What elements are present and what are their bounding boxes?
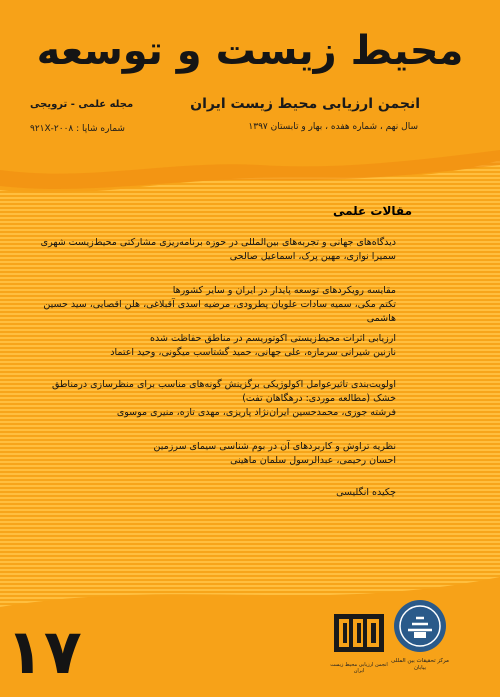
university-seal-caption: مرکز تحقیقات بین المللی بیابان	[390, 658, 450, 671]
english-abstract-label: چکیده انگلیسی	[336, 487, 396, 498]
article-title: مقایسه رویکردهای توسعه پایدار در ایران و سایر کشورها	[172, 285, 396, 296]
article-title: دیدگاه‌های جهانی و تجربه‌های بین‌المللی در حوزه برنامه‌ریزی مشارکتی محیط‌زیست شهری	[40, 237, 396, 248]
association-logo-icon	[332, 606, 386, 660]
journal-title: محیط زیست و توسعه	[36, 28, 464, 74]
article-authors: سمیرا نوازی، مهین پرک، اسماعیل صالحی	[229, 251, 396, 262]
issue-info: سال نهم ، شماره هفده ، بهار و تابستان ۱۳۹۷	[248, 122, 418, 132]
association-logo-caption: انجمن ارزیابی محیط زیست ایران	[330, 662, 388, 674]
article-authors: نازنین شیرانی سرمازه، علی جهانی، حمید گشتاسب میگونی، وحید اعتماد	[110, 347, 396, 358]
article-2	[36, 284, 396, 326]
article-4	[36, 378, 396, 420]
section-heading: مقالات علمی	[332, 204, 412, 218]
article-title: اولویت‌بندی تاثیرعوامل اکولوژیکی برگزینش گونه‌های مناسب برای منظرسازی درمناطق خشک (مطالعه موردی: درهگاهان تفت)	[51, 379, 396, 404]
publisher-name: انجمن ارزیابی محیط زیست ایران	[190, 96, 420, 112]
journal-type: مجله علمی - ترویجی	[30, 99, 134, 110]
issn: شماره شاپا : ۲۰۰۸-۹۲۱X	[30, 124, 125, 134]
university-seal-icon	[392, 598, 448, 654]
article-5	[36, 440, 396, 468]
issue-number: ۱۷	[6, 615, 82, 688]
article-title: نظریه تراوش و کاربردهای آن در بوم شناسی سیمای سرزمین	[153, 441, 396, 452]
article-1	[36, 236, 396, 264]
article-authors: فرشته جوزی، محمدحسین ایران‌نژاد پاریزی، مهدی تازه، منیری موسوی	[116, 407, 396, 418]
article-3	[36, 332, 396, 360]
article-authors: تکتم مکی، سمیه سادات علویان پطرودی، مرضیه اسدی آقبلاغی، هلن اقصایی، سید حسین هاشمی	[43, 299, 396, 324]
article-authors: احسان رحیمی، عبدالرسول سلمان ماهینی	[230, 455, 396, 466]
article-title: ارزیابی اثرات محیط‌زیستی اکوتوریسم در مناطق حفاظت شده	[150, 333, 396, 344]
